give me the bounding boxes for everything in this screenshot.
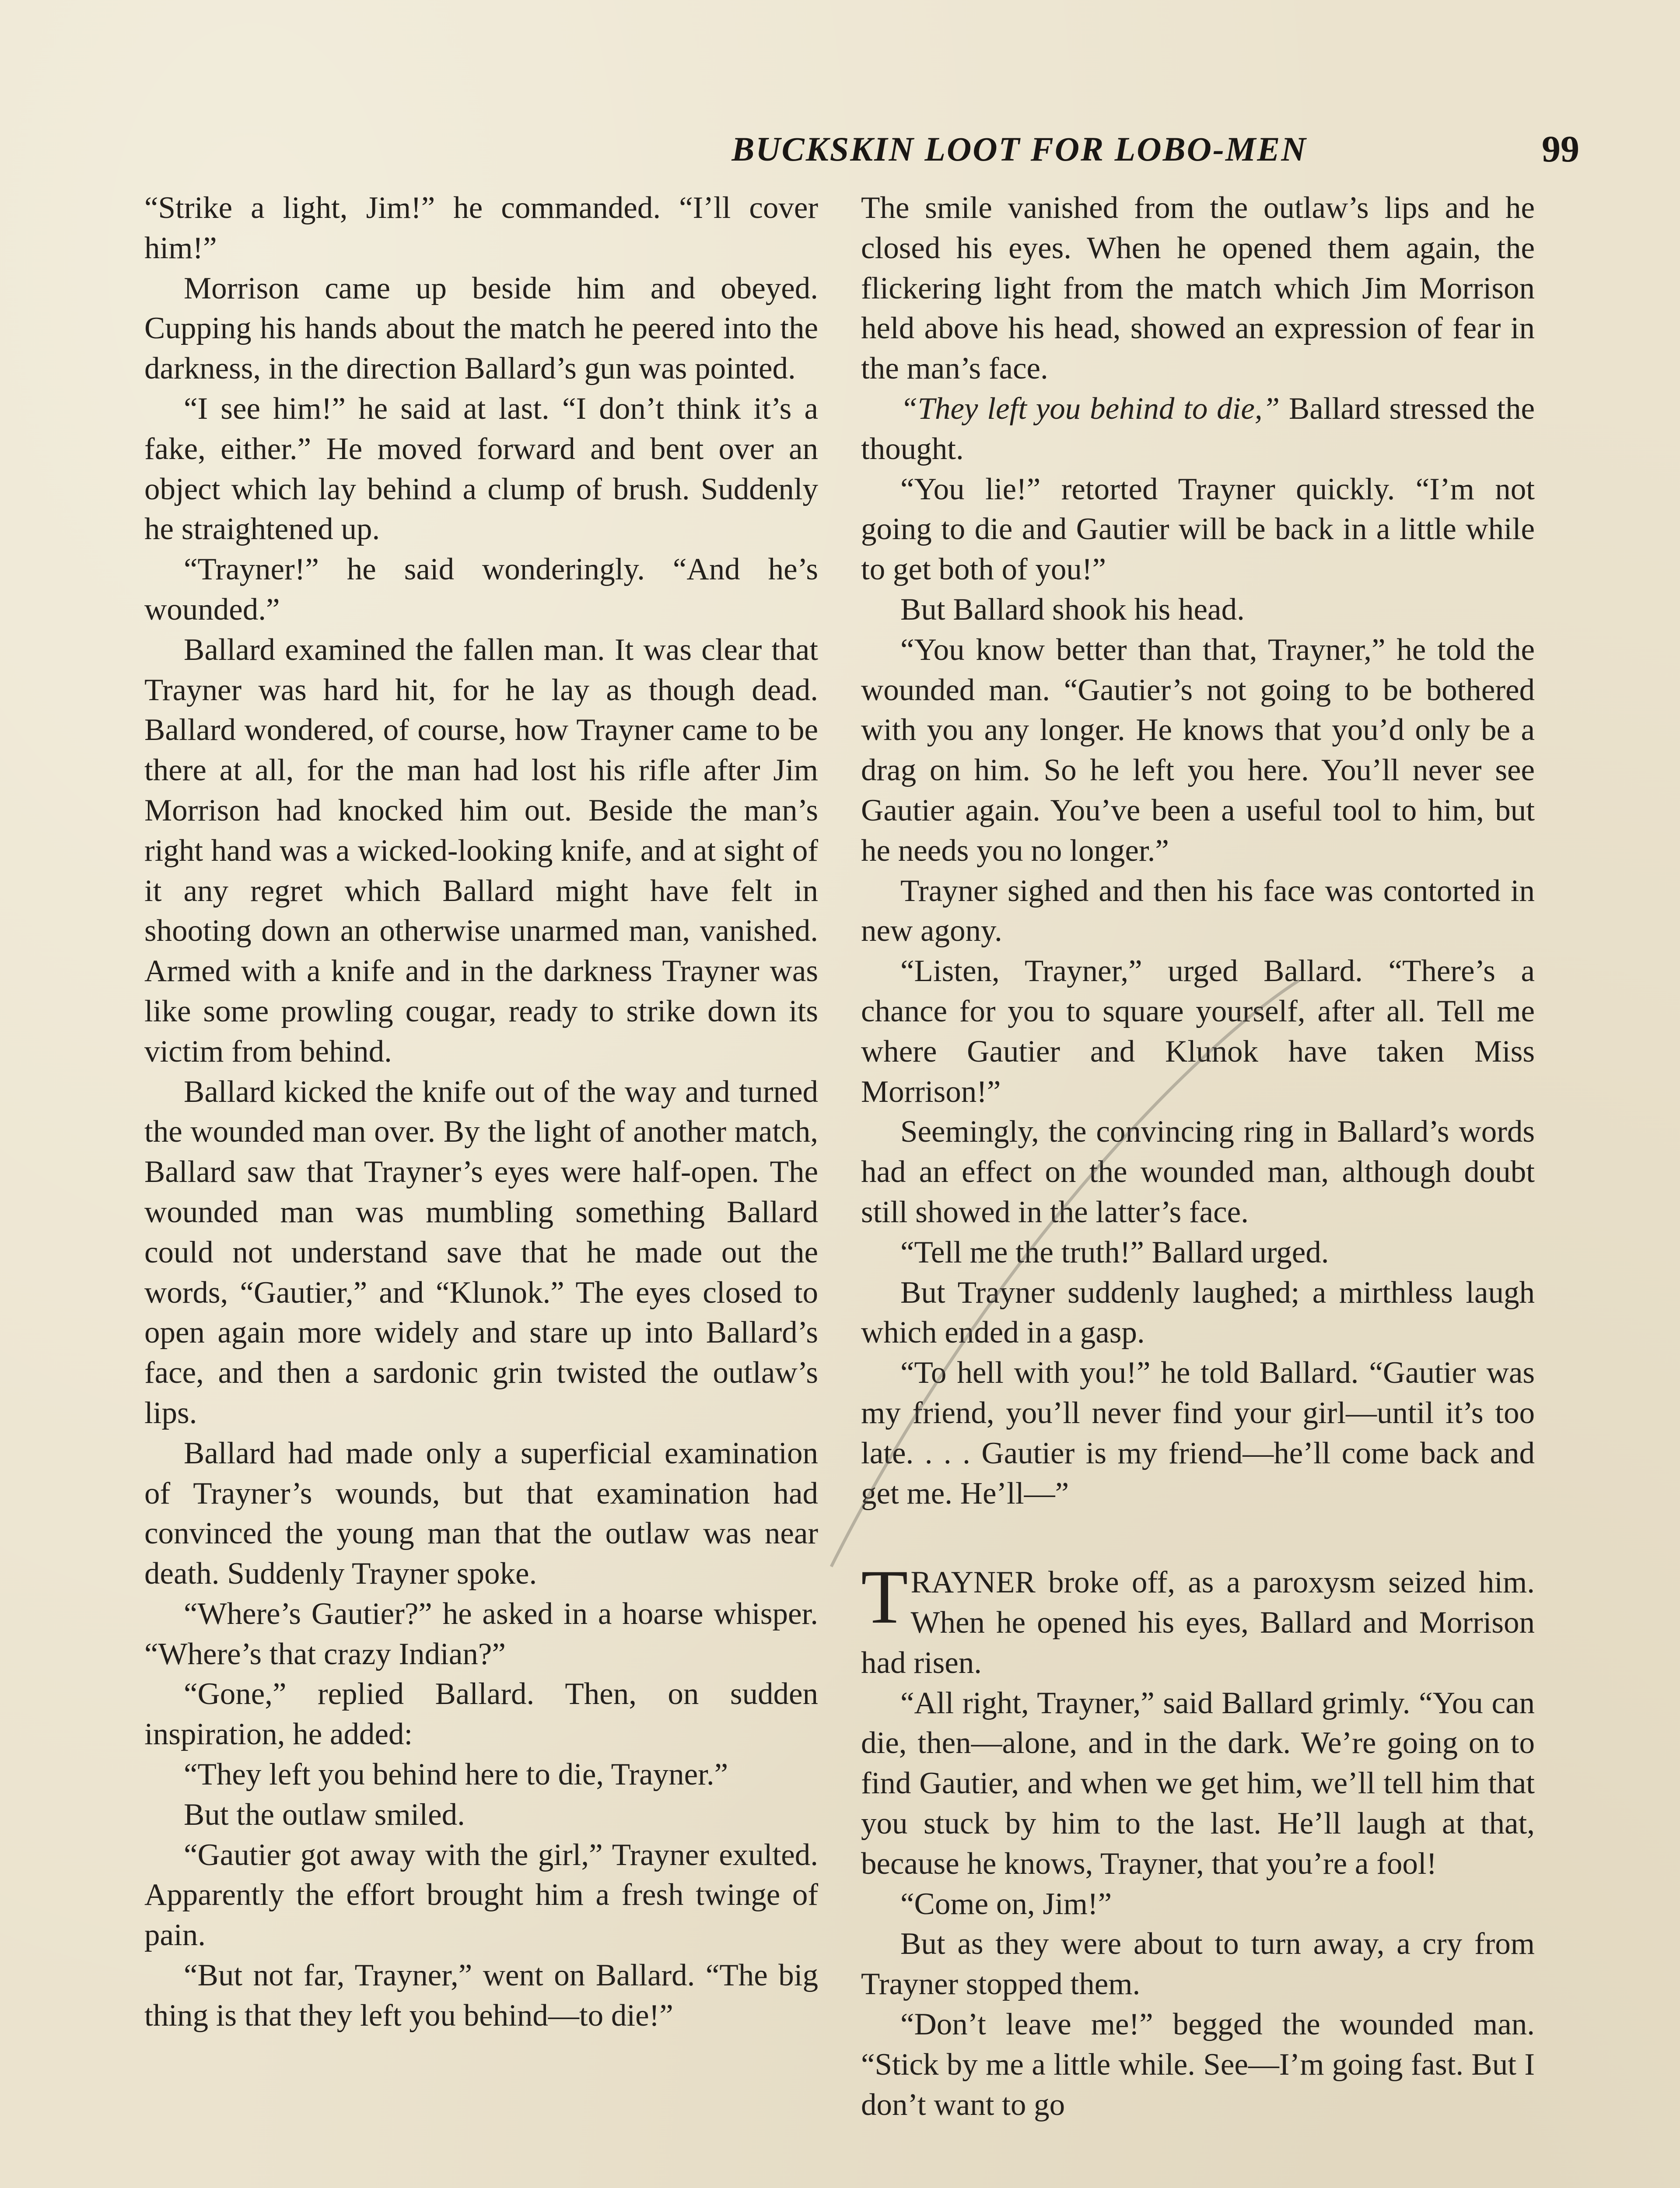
paragraph: “Gone,” replied Ballard. Then, on sudden inspiration, he added: [144,1677,818,1752]
paragraph: Trayner sighed and then his face was contorted in new agony. [861,873,1535,948]
paragraph: “All right, Trayner,” said Ballard grimly. “You can die, then—alone, and in the dark. We’re going on to find Gautier, and when we get him, we’ll tell him that you stuck by him to the last. He’ll laugh at that, because he knows, Trayner, that you’re a fool! [861,1686,1535,1881]
paragraph: “Trayner!” he said wonderingly. “And he’s wounded.” [144,552,818,627]
paragraph: Ballard examined the fallen man. It was clear that Trayner was hard hit, for he lay as though dead. Ballard wondered, of course, how Trayner came to be there at all, for the man had lost his rifle after Jim Morrison had knocked him out. Beside the man’s right hand was a wicked-looking knife, and at sight of it any regret which Ballard might have felt in shooting down an otherwise unarmed man, vanished. Armed with a knife and in the darkness Trayner was like some prowling cougar, ready to strike down its victim from behind. [144,632,818,1069]
paragraph: “You know better than that, Trayner,” he told the wounded man. “Gautier’s not going to be bothered with you any longer. He knows that you’d only be a drag on him. So he left you here. You’ll never see Gautier again. You’ve been a useful tool to him, but he needs you no longer.” [861,632,1535,868]
italic-quote: “They left you behind to die,” [900,391,1280,426]
paragraph: Morrison came up beside him and obeyed. Cupping his hands about the match he peered into the darkness, in the direction Ballard’s gun was pointed. [144,271,818,386]
paragraph: “Where’s Gautier?” he asked in a hoarse whisper. “Where’s that crazy Indian?” [144,1596,818,1671]
section-opening-text: RAYNER broke off, as a paroxysm seized him. When he opened his eyes, Ballard and Morrison had risen. [861,1565,1535,1680]
paragraph: “Listen, Trayner,” urged Ballard. “There’s a chance for you to square yourself, after all. Tell me where Gautier and Klunok have taken Miss Morrison!” [861,954,1535,1109]
paragraph: But Ballard shook his head. [900,592,1245,627]
paragraph: But as they were about to turn away, a cry from Trayner stopped them. [861,1927,1535,2002]
paragraph-italic-quote [861,389,1535,470]
paragraph: “Don’t leave me!” begged the wounded man. “Stick by me a little while. See—I’m going fast. But I don’t want to go [861,2007,1535,2122]
right-column [861,188,1535,2125]
paragraph: “To hell with you!” he told Ballard. “Gautier was my friend, you’ll never find your girl—until it’s too late. . . . Gautier is my friend—he’ll come back and get me. He’ll—” [861,1356,1535,1511]
section-opening-paragraph [861,1554,1535,1683]
paragraph: Ballard had made only a superficial examination of Trayner’s wounds, but that examination had convinced the young man that the outlaw was near death. Suddenly Trayner spoke. [144,1436,818,1591]
paragraph: “I see him!” he said at last. “I don’t think it’s a fake, either.” He moved forward and bent over an object which lay behind a clump of brush. Suddenly he straightened up. [144,391,818,547]
paragraph: “Come on, Jim!” [900,1886,1112,1921]
paragraph: But the outlaw smiled. [184,1797,465,1832]
paragraph: “Tell me the truth!” Ballard urged. [900,1235,1329,1269]
italic-quote-tail: Ballard stressed the thought. [861,391,1535,466]
paragraph: But Trayner suddenly laughed; a mirthless laugh which ended in a gasp. [861,1275,1535,1350]
paragraph: “Gautier got away with the girl,” Trayner exulted. Apparently the effort brought him a fresh twinge of pain. [144,1837,818,1953]
paragraph: Ballard kicked the knife out of the way and turned the wounded man over. By the light of another match, Ballard saw that Trayner’s eyes were half-open. The wounded man was mumbling something Ballard could not understand save that he made out the words, “Gautier,” and “Klunok.” The eyes closed to open again more widely and stare up into Ballard’s face, and then a sardonic grin twisted the outlaw’s lips. [144,1074,818,1430]
paragraph: “Strike a light, Jim!” he commanded. “I’ll cover him!” [144,191,818,265]
paragraph: “They left you behind here to die, Trayner.” [184,1757,728,1792]
running-title: BUCKSKIN LOOT FOR LOBO-MEN [732,130,1307,168]
paragraph: The smile vanished from the outlaw’s lips and he closed his eyes. When he opened them again, the flickering light from the match which Jim Morrison held above his head, showed an expression of fear in the man’s face. [861,191,1535,386]
paragraph: Seemingly, the convincing ring in Ballard’s words had an effect on the wounded man, although doubt still showed in the latter’s face. [861,1115,1535,1229]
paragraph: “You lie!” retorted Trayner quickly. “I’m not going to die and Gautier will be back in a little while to get both of you!” [861,472,1535,587]
page-number: 99 [1542,128,1579,170]
left-column [144,188,818,2036]
paragraph: “But not far, Trayner,” went on Ballard. “The big thing is that they left you behind—to die!” [144,1958,818,2033]
drop-cap: T [861,1554,908,1640]
